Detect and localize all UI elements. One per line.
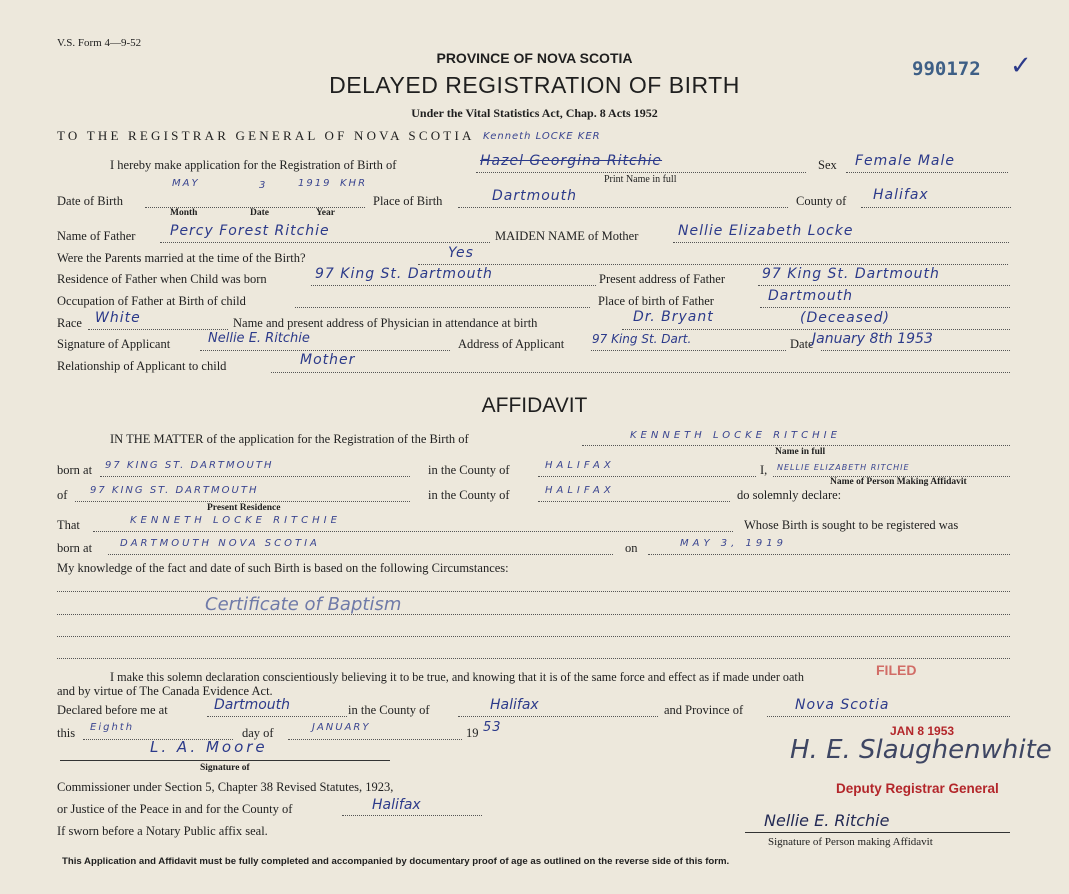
this-day-value: Eighth	[90, 722, 135, 733]
knowledge-label: My knowledge of the fact and date of such Birth is based on the following Circumstances:	[57, 561, 509, 575]
province-label: and Province of	[664, 703, 744, 717]
present-father-label: Present address of Father	[599, 272, 726, 286]
born-at-value-2: DARTMOUTH NOVA SCOTIA	[120, 538, 320, 549]
circumstance-line-2	[57, 614, 1010, 615]
occupation-line	[295, 307, 590, 308]
day-of-label: day of	[242, 726, 274, 740]
physician-line	[622, 329, 1010, 330]
father-birthplace-label: Place of birth of Father	[598, 294, 714, 308]
applicant-sig-value: Nellie E. Ritchie	[208, 331, 310, 346]
physician-note: (Deceased)	[800, 310, 891, 326]
date-stamp: JAN 8 1953	[890, 724, 955, 738]
of-label: of	[57, 488, 68, 502]
commissioner-sig-line	[60, 760, 390, 761]
that-line	[93, 531, 733, 532]
commissioner-signature: L. A. Moore	[150, 738, 268, 756]
county-label-3: in the County of	[348, 703, 430, 717]
res-father-label: Residence of Father when Child was born	[57, 272, 267, 286]
that-label: That	[57, 518, 80, 532]
declared-label: Declared before me at	[57, 703, 168, 717]
form-number: 990172	[912, 58, 981, 80]
married-value: Yes	[448, 245, 474, 261]
married-label: Were the Parents married at the time of the Birth?	[57, 251, 306, 265]
on-value: MAY 3, 1919	[680, 538, 787, 549]
caption-month: Month	[170, 208, 198, 218]
born-at-label: born at	[57, 463, 93, 477]
res-father-value: 97 King St. Dartmouth	[315, 266, 493, 282]
child-name: Hazel Georgina Ritchie	[480, 153, 663, 169]
declaration-line-2: and by virtue of The Canada Evidence Act.	[57, 684, 273, 698]
residence-line	[75, 501, 410, 502]
application-intro: I hereby make application for the Registration of Birth of	[110, 158, 397, 172]
race-value: White	[95, 310, 141, 326]
this-label: this	[57, 726, 76, 740]
year-value: 53	[483, 720, 502, 735]
county-label-1: in the County of	[428, 463, 510, 477]
county-value: Halifax	[873, 187, 929, 203]
sex-value: Female Male	[855, 153, 955, 169]
circumstance-line-1	[57, 591, 1010, 592]
date-value: January 8th 1953	[812, 331, 933, 347]
date-label: Date	[790, 337, 814, 351]
addressee: TO THE REGISTRAR GENERAL OF NOVA SCOTIA	[57, 128, 475, 143]
applicant-sig-line	[200, 350, 450, 351]
sex-line	[846, 172, 1008, 173]
justice-county-line	[342, 815, 482, 816]
circumstance-line-4	[57, 658, 1010, 659]
county-value-1: HALIFAX	[545, 460, 615, 471]
province-heading: PROVINCE OF NOVA SCOTIA	[436, 50, 633, 66]
month-line	[288, 739, 462, 740]
notary-label: If sworn before a Notary Public affix seal.	[57, 824, 268, 838]
residence-value: 97 KING ST. DARTMOUTH	[90, 485, 259, 496]
applicant-sig-label: Signature of Applicant	[57, 337, 171, 351]
county-label-2: in the County of	[428, 488, 510, 502]
res-father-line	[311, 285, 596, 286]
dob-year: 1919	[298, 178, 332, 189]
registrar-signature: H. E. Slaughenwhite	[790, 735, 1052, 765]
pob-line	[458, 207, 788, 208]
mother-label: MAIDEN NAME of Mother	[495, 229, 639, 243]
i-label: I,	[760, 463, 768, 477]
mother-line	[673, 242, 1009, 243]
on-label: on	[625, 541, 638, 555]
check-mark: ✓	[1010, 51, 1033, 81]
circumstance-line-3	[57, 636, 1010, 637]
born-at-line-2	[108, 554, 613, 555]
dob-month: MAY	[172, 178, 200, 189]
father-value: Percy Forest Ritchie	[170, 223, 330, 239]
deputy-registrar-stamp: Deputy Registrar General	[836, 781, 999, 796]
child-name-correction: Kenneth LOCKE KER	[483, 131, 601, 142]
affidavit-heading: AFFIDAVIT	[481, 394, 588, 417]
county-value-3: Halifax	[490, 697, 539, 713]
married-line	[418, 264, 1008, 265]
race-line	[88, 329, 228, 330]
that-value: KENNETH LOCKE RITCHIE	[130, 515, 341, 526]
declaration-line-1: I make this solemn declaration conscientiously believing it to be true, and knowing that it is of the same force and effect as if made under oath	[110, 670, 804, 684]
dob-initials: KHR	[340, 178, 368, 189]
applicant-addr-line	[591, 350, 786, 351]
on-line	[648, 554, 1010, 555]
pob-value: Dartmouth	[492, 188, 578, 204]
dob-date: 3	[259, 180, 268, 191]
present-father-line	[758, 285, 1010, 286]
deponent-value: NELLIE ELIZABETH RITCHIE	[777, 463, 910, 472]
county-label: County of	[796, 194, 847, 208]
born-at-line	[100, 476, 410, 477]
pob-label: Place of Birth	[373, 194, 443, 208]
physician-value: Dr. Bryant	[633, 309, 714, 325]
county-line-1	[538, 476, 756, 477]
relationship-label: Relationship of Applicant to child	[57, 359, 227, 373]
justice-county-value: Halifax	[372, 797, 421, 813]
matter-line	[582, 445, 1010, 446]
circumstance-value: Certificate of Baptism	[205, 594, 402, 615]
whose-birth-label: Whose Birth is sought to be registered was	[744, 518, 959, 532]
county-line-2	[538, 501, 730, 502]
name-in-full-caption: Name in full	[775, 447, 826, 457]
deponent-caption: Name of Person Making Affidavit	[830, 477, 967, 487]
county-line	[861, 207, 1011, 208]
declare-label: do solemnly declare:	[737, 488, 842, 502]
relationship-line	[271, 372, 1010, 373]
year-prefix: 19	[466, 726, 479, 740]
footer-note: This Application and Affidavit must be fully completed and accompanied by documentary proof of age as outlined on the reverse side of this form.	[62, 856, 730, 867]
month-value: JANUARY	[312, 722, 371, 733]
filed-stamp: FILED	[876, 662, 917, 678]
dob-label: Date of Birth	[57, 194, 123, 208]
caption-year: Year	[316, 208, 335, 218]
declared-place-line	[207, 716, 347, 717]
deponent-signature: Nellie E. Ritchie	[764, 811, 890, 830]
born-at-value: 97 KING ST. DARTMOUTH	[105, 460, 274, 471]
father-line	[160, 242, 490, 243]
date-line	[821, 350, 1010, 351]
province-line	[767, 716, 1010, 717]
race-label: Race	[57, 316, 82, 330]
print-name-caption: Print Name in full	[604, 174, 677, 185]
child-name-line	[476, 172, 806, 173]
physician-label: Name and present address of Physician in attendance at birth	[233, 316, 538, 330]
father-label: Name of Father	[57, 229, 136, 243]
born-at-label-2: born at	[57, 541, 93, 555]
province-value: Nova Scotia	[795, 697, 890, 713]
justice-label: or Justice of the Peace in and for the County of	[57, 802, 293, 816]
deponent-sig-caption: Signature of Person making Affidavit	[768, 836, 933, 848]
father-birthplace-value: Dartmouth	[768, 288, 854, 304]
signature-of-caption: Signature of	[200, 763, 250, 773]
mother-value: Nellie Elizabeth Locke	[678, 223, 854, 239]
matter-label: IN THE MATTER of the application for the Registration of the Birth of	[110, 432, 469, 446]
page-subtitle: Under the Vital Statistics Act, Chap. 8 Acts 1952	[411, 106, 658, 120]
deponent-sig-line	[745, 832, 1010, 833]
commissioner-label: Commissioner under Section 5, Chapter 38 Revised Statutes, 1923,	[57, 780, 394, 794]
applicant-addr-label: Address of Applicant	[458, 337, 565, 351]
relationship-value: Mother	[300, 352, 356, 368]
county-line-3	[458, 716, 658, 717]
page-title: DELAYED REGISTRATION OF BIRTH	[329, 72, 740, 98]
form-code: V.S. Form 4—9-52	[57, 37, 142, 49]
applicant-addr-value: 97 King St. Dart.	[592, 332, 692, 346]
sex-label: Sex	[818, 158, 837, 172]
caption-date: Date	[250, 208, 269, 218]
father-birthplace-line	[760, 307, 1010, 308]
declared-place: Dartmouth	[214, 697, 291, 713]
matter-value: KENNETH LOCKE RITCHIE	[630, 430, 841, 441]
county-value-2: HALIFAX	[545, 485, 615, 496]
present-father-value: 97 King St. Dartmouth	[762, 266, 940, 282]
occupation-label: Occupation of Father at Birth of child	[57, 294, 246, 308]
present-residence-caption: Present Residence	[207, 503, 281, 513]
